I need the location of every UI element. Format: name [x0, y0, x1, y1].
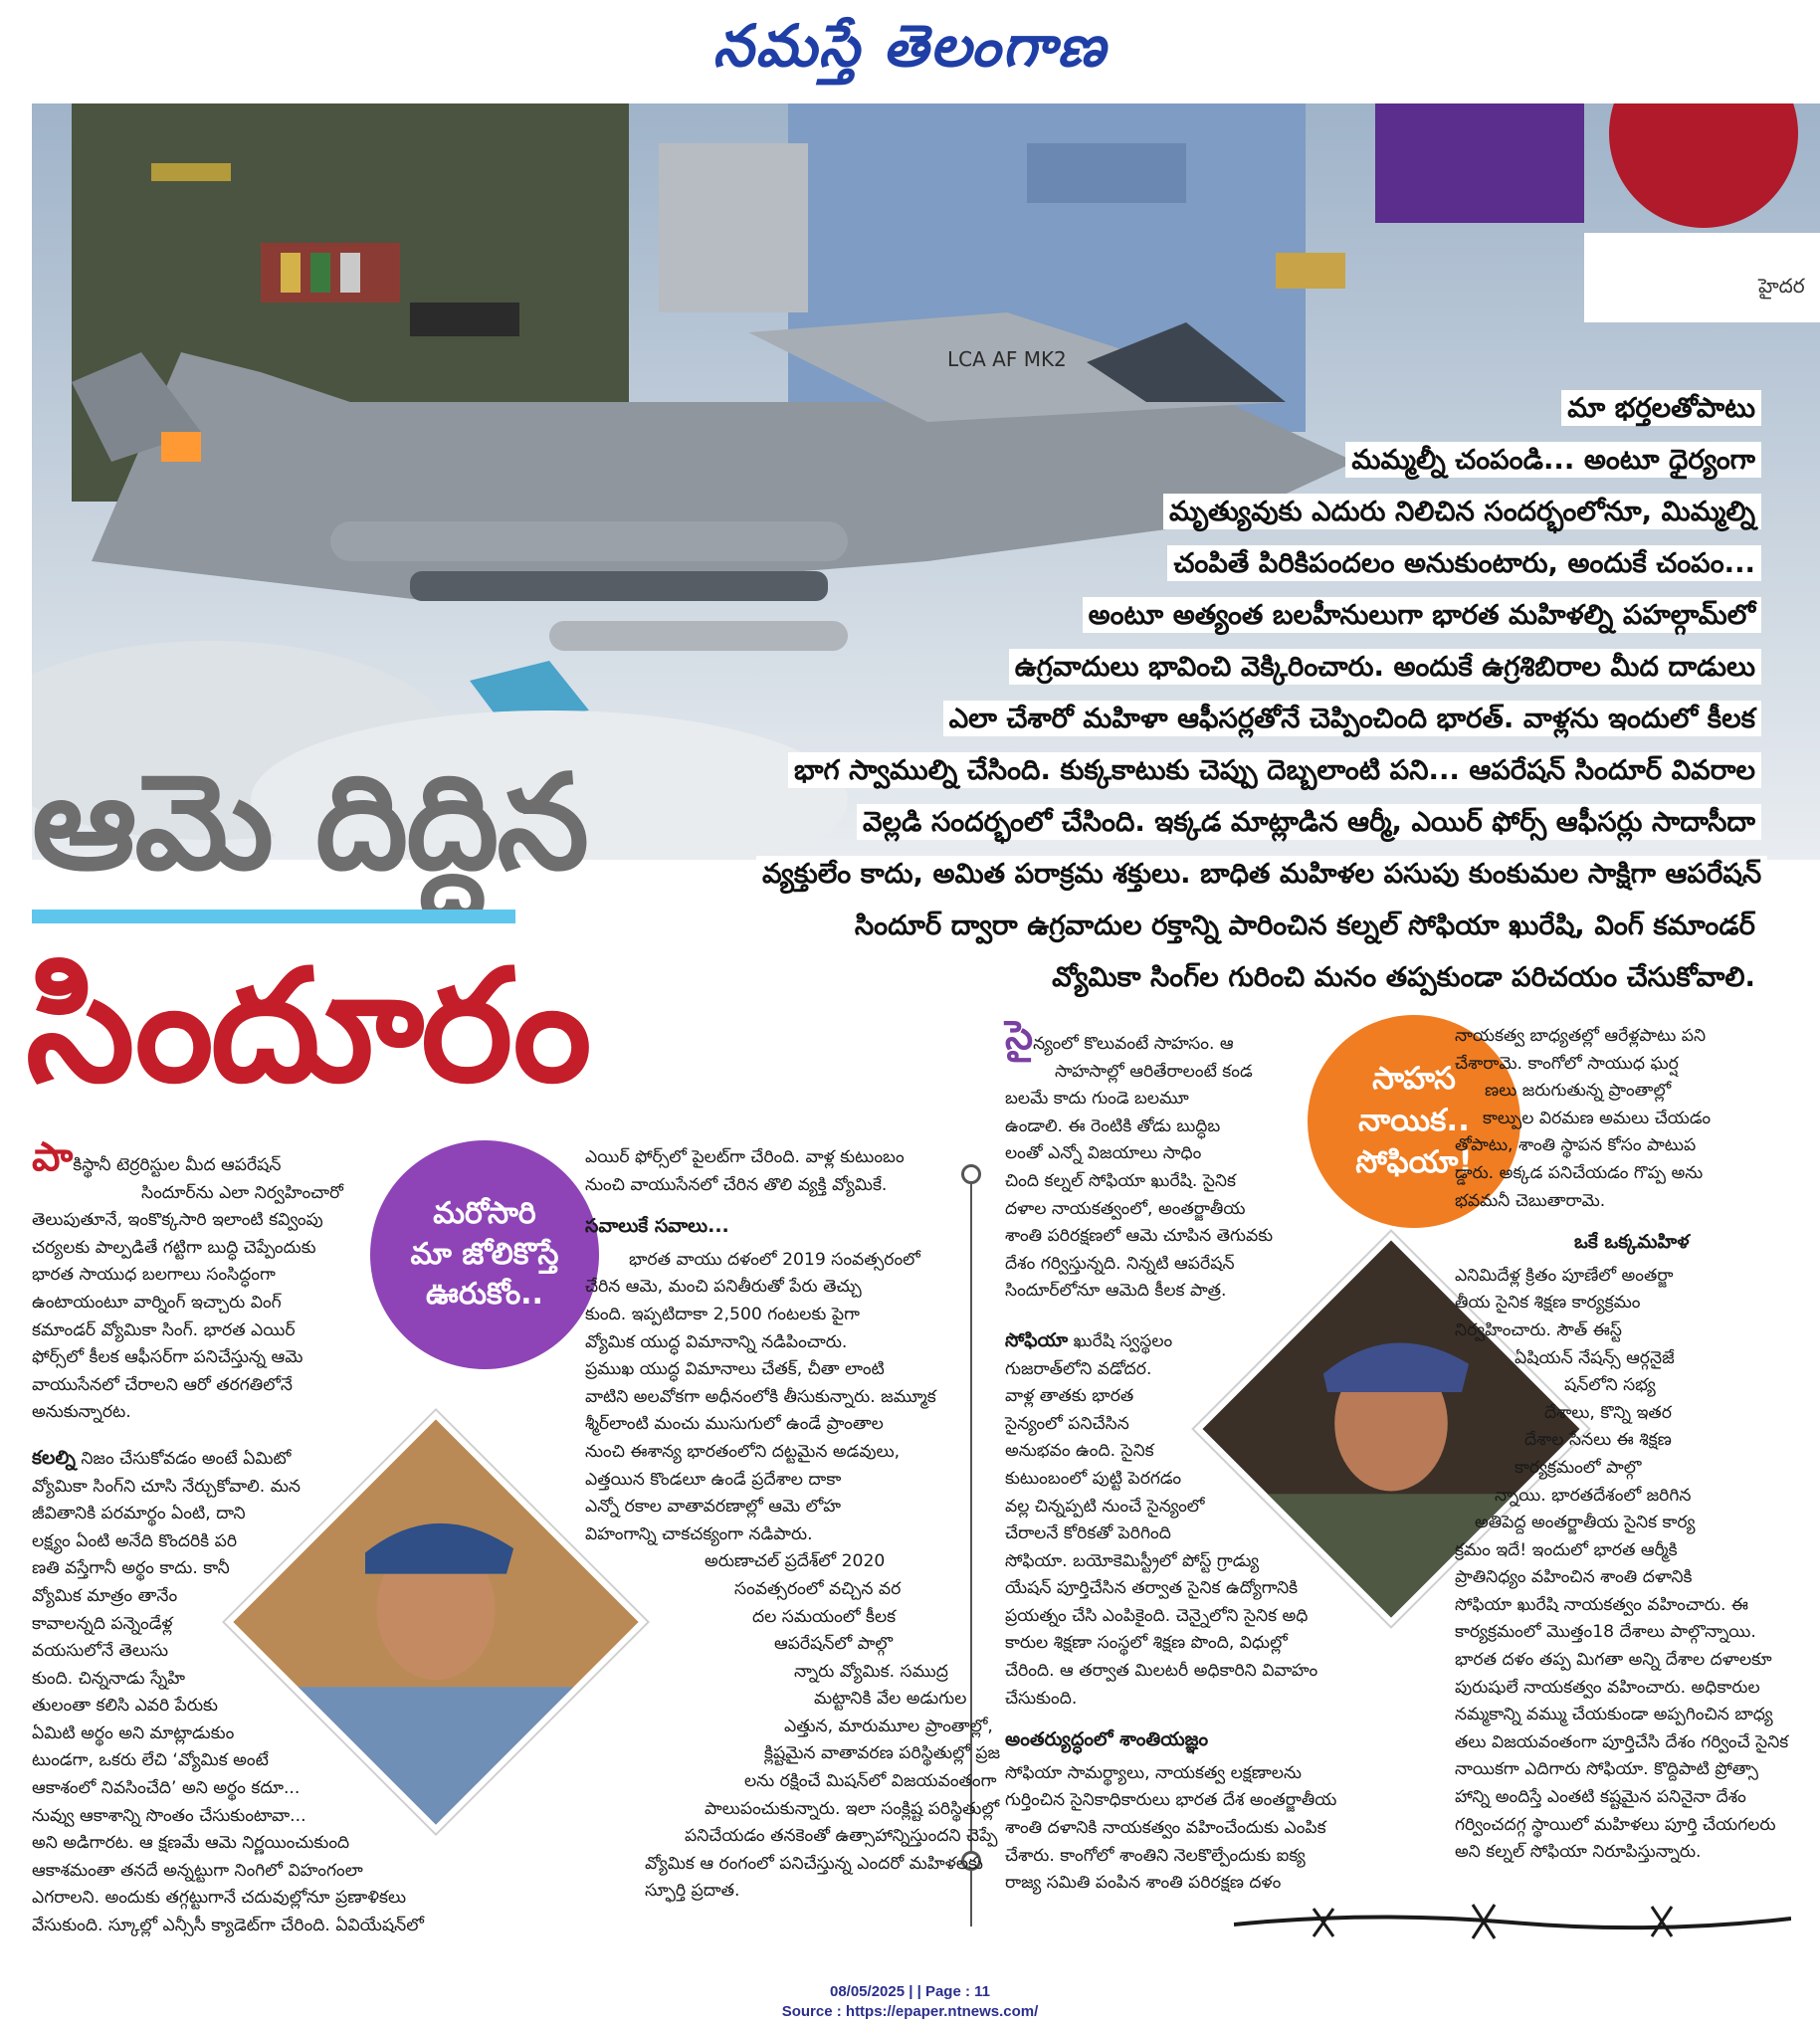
text-line: భవమనీ చెబుతారామె. — [1455, 1190, 1606, 1211]
text-line: భారత వాయు దళంలో 2019 సంవత్సరంలో — [629, 1249, 920, 1270]
text-line: ఆపరేషన్‌లో పాల్గొ — [774, 1634, 894, 1655]
text-line: విహంగాన్ని చాకచక్యంగా నడిపారు. — [585, 1523, 813, 1544]
intro-line: ఉగ్రవాదులు భావించి వెక్కిరించారు. అందుకే ఉగ్రశిబిరాల మీద దాడులు — [1009, 649, 1761, 685]
text-line: కుంది. ఇప్పటిదాకా 2,500 గంటలకు పైగా — [585, 1304, 860, 1324]
text-line: చేరిన ఆమె, మంచి పనితీరుతో పేరు తెచ్చు — [585, 1277, 862, 1298]
text-line: వ్యోమిక యుద్ధ విమానాన్ని నడిపించారు. — [585, 1331, 848, 1352]
text-line: సంవత్సరంలో వచ్చిన వర — [734, 1578, 902, 1599]
text-line: కుటుంబంలో పుట్టి పెరగడం — [1005, 1468, 1182, 1489]
intro-line: మృత్యువుకు ఎదురు నిలిచిన సందర్భంలోనూ, మిమ్మల్ని — [1163, 494, 1761, 529]
bubble-line: మా జోలికొస్తే — [410, 1236, 559, 1272]
subhead: సవాలుకే సవాలు... — [585, 1215, 729, 1238]
text-line: కిస్థానీ టెర్రరిస్టుల మీద ఆపరేషన్ — [73, 1155, 282, 1175]
text-line: ణతి వస్తేగానీ అర్థం కాదు. కానీ — [32, 1558, 230, 1579]
barbed-wire-decoration — [1234, 1891, 1791, 1950]
text-line: తలు విజయవంతంగా పూర్తిచేసి దేశం గర్వించే సైనిక — [1455, 1731, 1789, 1752]
dropcap: సై — [1005, 1013, 1034, 1059]
text-line: క్లిష్టమైన వాతావరణ పరిస్థితుల్లో ప్రజ — [764, 1743, 1001, 1764]
text-line: చేసుకుంది. — [1005, 1688, 1078, 1709]
text-line: భారత సాయుధ బలగాలు సంసిద్ధంగా — [32, 1265, 276, 1286]
text-line: క్రమం ఇదే! ఇందులో భారత ఆర్మీకి — [1455, 1539, 1678, 1560]
quote-bubble-purple — [370, 1140, 599, 1369]
divider-dot — [961, 1164, 981, 1184]
text-line: దేశం గర్విస్తున్నది. నిన్నటి ఆపరేషన్ — [1005, 1253, 1235, 1274]
text-line: అతిపెద్ద అంతర్జాతీయ సైనిక కార్య — [1475, 1513, 1696, 1533]
text-line: కారుల శిక్షణా సంస్థలో శిక్షణ పొంది, విధుల్లో — [1005, 1633, 1288, 1654]
text-line: శ్మీర్‌లాంటి మంచు ముసుగులో ఉండే ప్రాంతాల — [585, 1414, 884, 1435]
subhead: అంతర్యుద్ధంలో శాంతియజ్ఞం — [1005, 1728, 1209, 1751]
text-line: కాల్పుల విరమణ అమలు చేయడం — [1483, 1108, 1712, 1128]
text-line: తెలుపుతూనే, ఇంకొక్కసారి ఇలాంటి కవ్వింపు — [32, 1210, 323, 1231]
hero-corner-text: హైదర — [1758, 274, 1805, 298]
text-line: లను రక్షించే మిషన్‌లో విజయవంతంగా — [744, 1771, 997, 1792]
bubble-line: ఊరుకోం.. — [426, 1277, 543, 1313]
text-line: ఎన్నో రకాల వాతావరణాల్లో ఆమె లోహ — [585, 1497, 842, 1518]
subhead: ఒకే ఒక్కమహిళ — [1574, 1231, 1690, 1254]
headline-rule — [32, 910, 515, 923]
text-line: సాహసాల్లో ఆరితేరాలంటే కండ — [1055, 1061, 1253, 1082]
text-line: ఎనిమిదేళ్ల క్రితం పూణేలో అంతర్జా — [1455, 1265, 1674, 1286]
masthead-title: నమస్తే తెలంగాణ — [712, 12, 1108, 80]
text-line: ఉండాలి. ఈ రెంటికి తోడు బుద్ధిబ — [1005, 1115, 1221, 1136]
text-line: న్నాయి. భారతదేశంలో జరిగిన — [1495, 1485, 1692, 1506]
text-line: ఖురేషి స్వస్థలం — [1068, 1330, 1173, 1351]
text-line: భారత దళం తప్ప మిగతా అన్ని దేశాల దళాలకూ — [1455, 1650, 1772, 1671]
text-line: గర్వించదగ్గ స్థాయిలో మహిళలు పూర్తి చేయగలరు — [1455, 1814, 1776, 1835]
intro-line: మా భర్తలతోపాటు — [1561, 390, 1761, 426]
jet-label: LCA AF MK2 — [947, 347, 1067, 371]
text-line: వ్యోమిక మాత్రం తానేం — [32, 1585, 178, 1606]
text-line: ప్రయత్నం చేసి ఎంపికైంది. చెన్నైలోని సైనిక అధి — [1005, 1605, 1309, 1626]
bubble-line: మరోసారి — [433, 1196, 536, 1232]
intro-line: వ్యక్తులేం కాదు, అమిత పరాక్రమ శక్తులు. బాధిత మహిళల పసుపు కుంకుమల సాక్షిగా ఆపరేషన్ — [756, 856, 1767, 892]
text-line: సోఫియా ఖురేషి నాయకత్వం వహించారు. ఈ — [1455, 1594, 1748, 1615]
text-line: ఫోర్స్‌లో కీలక ఆఫీసర్‌గా పనిచేస్తున్న ఆమె — [32, 1347, 303, 1368]
bubble-line: సోఫియా! — [1355, 1143, 1473, 1180]
text-line: చేరింది. ఆ తర్వాత మిలటరీ అధికారిని వివాహం — [1005, 1661, 1318, 1682]
text-line: ఎత్తున, మారుమూల ప్రాంతాల్లో, — [784, 1716, 993, 1736]
article-column-4 — [1455, 1023, 1789, 1867]
text-line: జీవితానికి పరమార్థం ఏంటి, దాని — [32, 1504, 246, 1524]
text-line: ప్రముఖ యుద్ధ విమానాలు చేతక్, చీతా లాంటి — [585, 1359, 885, 1380]
text-line: సిందూర్‌లోనూ ఆమెది కీలక పాత్ర. — [1005, 1281, 1227, 1302]
text-line: వల్ల చిన్నప్పటి నుంచే సైన్యంలో — [1005, 1496, 1205, 1517]
intro-line: వ్యోమికా సింగ్‌ల గురించి మనం తప్పకుండా పరిచయం చేసుకోవాలి. — [1046, 959, 1761, 995]
text-line: తీయ సైనిక శిక్షణ కార్యక్రమం — [1455, 1293, 1641, 1314]
page-footer — [0, 1982, 1820, 2022]
text-line: అనుభవం ఉంది. సైనిక — [1005, 1441, 1154, 1462]
lead-word: కలల్ని — [32, 1446, 76, 1469]
text-line: షన్‌లోని సభ్య — [1564, 1375, 1656, 1396]
text-line: సోఫియా సామర్థ్యాలు, నాయకత్వ లక్షణాలను — [1005, 1762, 1302, 1783]
text-line: బలమే కాదు గుండె బలమూ — [1005, 1089, 1189, 1110]
text-line: ఆకాశంలో నివసించేది’ అని అర్థం కదూ... — [32, 1778, 301, 1799]
text-line: దేశాలు, కొన్ని ఇతర — [1544, 1402, 1672, 1423]
text-line: కావాలన్నది పన్నెండేళ్ల — [32, 1613, 173, 1634]
footer-date-page: 08/05/2025 | | Page : 11 — [829, 1983, 990, 2000]
text-line: అరుణాచల్ ప్రదేశ్‌లో 2020 — [705, 1551, 886, 1572]
text-line: ఆకాశమంతా తనదే అన్నట్టుగా నింగిలో విహంగంలా — [32, 1860, 363, 1881]
intro-line: మమ్మల్నీ చంపండి... అంటూ ధైర్యంగా — [1345, 442, 1761, 478]
text-line: మట్టానికి వేల అడుగుల — [814, 1689, 967, 1710]
bubble-line: నాయిక.. — [1358, 1103, 1470, 1139]
text-line: నాయికగా ఎదిగారు సోఫియా. కొద్దిపాటి ప్రోత్సా — [1455, 1759, 1758, 1780]
text-line: దల సమయంలో కీలక — [752, 1606, 897, 1627]
text-line: లంతో ఎన్నో విజయాలు సాధిం — [1005, 1143, 1202, 1164]
text-line: స్ఫూర్తి ప్రదాత. — [645, 1881, 740, 1902]
text-line: దళాల నాయకత్వంలో, అంతర్జాతీయ — [1005, 1198, 1246, 1219]
text-line: ఉంటాయంటూ వార్నింగ్ ఇచ్చారు వింగ్ — [32, 1292, 282, 1313]
text-line: ప్రాతినిధ్యం వహించిన శాంతి దళానికి — [1455, 1567, 1693, 1588]
intro-line: ఎలా చేశారో మహిళా ఆఫీసర్లతోనే చెప్పించింది భారత్. వాళ్లను ఇందులో కీలక — [943, 701, 1761, 736]
text-line: చేశారు. కాంగోలో శాంతిని నెలకొల్పేందుకు ఐక్య — [1005, 1845, 1306, 1866]
text-line: కార్యక్రమంలో పాల్గొ — [1515, 1457, 1642, 1478]
intro-line: వెల్లడి సందర్భంలో చేసింది. ఇక్కడ మాట్లాడిన ఆర్మీ, ఎయిర్ ఫోర్స్ ఆఫీసర్లు సాదాసీదా — [857, 804, 1761, 840]
text-line: శాంతి దళానికి నాయకత్వం వహించేందుకు ఎంపిక — [1005, 1818, 1326, 1839]
text-line: చేశారామె. కాంగోలో సాయుధ ఘర్ష — [1455, 1053, 1679, 1074]
text-line: ఏమిటి అర్థం అని మాట్లాడుకుం — [32, 1723, 235, 1743]
intro-line: భాగ స్వాముల్ని చేసింది. కుక్కకాటుకు చెప్పు దెబ్బలాంటి పని... ఆపరేషన్ సిందూర్ వివరాల — [788, 752, 1761, 788]
headline-line-1: ఆమె దిద్దిన — [32, 746, 587, 900]
lead-word: సోఫియా — [1005, 1328, 1069, 1351]
text-line: అనుకున్నారట. — [32, 1402, 131, 1423]
text-line: చేరాలనే కోరికతో పెరిగింది — [1005, 1523, 1171, 1544]
text-line: నిజం చేసుకోవడం అంటే ఏమిటో — [75, 1448, 292, 1469]
text-line: యేషన్ పూర్తిచేసిన తర్వాత సైనిక ఉద్యోగానికి — [1005, 1578, 1299, 1599]
dropcap: పా — [32, 1134, 74, 1180]
masthead — [0, 0, 1820, 96]
intro-line: సిందూర్ ద్వారా ఉగ్రవాదుల రక్తాన్ని పారించిన కల్నల్ సోఫియా ఖురేషి, వింగ్ కమాండర్ — [849, 908, 1761, 943]
text-line: ఎత్తయిన కొండలూ ఉండే ప్రదేశాల దాకా — [585, 1469, 842, 1490]
text-line: పురుషులే నాయకత్వం వహించారు. అధికారుల — [1455, 1677, 1760, 1698]
text-line: నుంచి వాయుసేనలో చేరిన తొలి వ్యక్తి వ్యోమికే. — [585, 1174, 888, 1195]
text-line: పనిచేయడం తనకెంతో ఉత్సాహాన్నిస్తుందని చెప్పే — [685, 1826, 998, 1847]
text-line: గుర్తించిన సైనికాధికారులు భారత దేశ అంతర్జాతీయ — [1005, 1790, 1337, 1811]
text-line: హాన్ని అందిస్తే ఎంతటి కష్టమైన పనినైనా దేశం — [1455, 1787, 1746, 1808]
text-line: చర్యలకు పాల్పడితే గట్టిగా బుద్ధి చెప్పేందుకు — [32, 1237, 316, 1258]
article-column-2 — [585, 1144, 1001, 1906]
text-line: కార్యక్రమంలో మొత్తం18 దేశాలు పాల్గొన్నాయి. — [1455, 1622, 1756, 1643]
text-line: చింది కల్నల్ సోఫియా ఖురేషి. సైనిక — [1005, 1170, 1236, 1191]
text-line: వాటిని అలవోకగా అధీనంలోకి తీసుకున్నారు. జమ్మూక — [585, 1386, 936, 1407]
text-line: అని కల్నల్ సోఫియా నిరూపిస్తున్నారు. — [1455, 1842, 1702, 1863]
text-line: ఎయిర్ ఫోర్స్‌లో పైలట్‌గా చేరింది. వాళ్ల కుటుంబం — [585, 1147, 905, 1167]
footer-source: Source : https://epaper.ntnews.com/ — [781, 2003, 1039, 2020]
text-line: సోఫియా. బయోకెమిస్ట్రీలో పోస్ట్ గ్రాడ్యు — [1005, 1550, 1260, 1571]
text-line: లక్ష్యం ఏంటి అనేది కొందరికి పరి — [32, 1530, 238, 1551]
text-line: సైన్యంలో పనిచేసిన — [1005, 1413, 1129, 1434]
text-line: నాయకత్వ బాధ్యతల్లో ఆరేళ్లపాటు పని — [1455, 1026, 1707, 1046]
text-line: తులంతా కలిసి ఎవరి పేరుకు — [32, 1696, 218, 1717]
text-line: శాంతి పరిరక్షణలో ఆమె చూపిన తెగువకు — [1005, 1226, 1274, 1247]
text-line: న్యంలో కొలువంటే సాహసం. ఆ — [1033, 1034, 1234, 1054]
text-line: సిందూర్‌ను ఎలా నిర్వహించారో — [141, 1182, 343, 1203]
text-line: వయసులోనే తెలుసు — [32, 1641, 169, 1662]
text-line: నువ్వు ఆకాశాన్ని సొంతం చేసుకుంటావా... — [32, 1805, 306, 1826]
text-line: రాజ్య సమితి పంపిన శాంతి పరిరక్షణ దళం — [1005, 1873, 1282, 1894]
text-line: కుంది. చిన్ననాడు స్నేహి — [32, 1668, 186, 1689]
text-line: గుజరాత్‌లోని వడోదర. — [1005, 1358, 1152, 1379]
intro-text — [756, 382, 1761, 1003]
text-line: దేశాల సేనలు ఈ శిక్షణ — [1524, 1430, 1672, 1451]
text-line: వ్యోమిక ఆ రంగంలో పనిచేస్తున్న ఎందరో మహిళలకు — [645, 1853, 983, 1874]
text-line: వేసుకుంది. స్కూల్లో ఎన్సీసీ క్యాడెట్‌గా చేరింది. ఏవియేషన్‌లో — [32, 1916, 424, 1936]
text-line: ఏషియన్ నేషన్స్ ఆర్గనైజే — [1515, 1347, 1675, 1368]
text-line: ణలు జరుగుతున్న ప్రాంతాల్లో — [1485, 1081, 1672, 1102]
text-line: అని అడిగారట. ఆ క్షణమే ఆమె నిర్ణయించుకుంది — [32, 1833, 350, 1854]
text-line: కమాండర్ వ్యోమికా సింగ్. భారత ఎయిర్ — [32, 1319, 296, 1340]
text-line: డ్డారు. అక్కడ పనిచేయడం గొప్ప అను — [1455, 1162, 1704, 1183]
intro-line: అంటూ అత్యంత బలహీనులుగా భారత మహిళల్ని పహల్గామ్‌లో — [1083, 597, 1761, 633]
text-line: ఎగరాలని. అందుకు తగ్గట్టుగానే చదువుల్లోనూ ప్రణాళికలు — [32, 1888, 407, 1909]
text-line: వాయుసేనలో చేరాలని ఆరో తరగతిలోనే — [32, 1374, 293, 1395]
text-line: నిర్వహించారు. సౌత్ ఈస్ట్ — [1455, 1319, 1622, 1340]
text-line: వాళ్ల తాతకు భారత — [1005, 1386, 1134, 1407]
headline-line-2: సిందూరం — [26, 935, 589, 1116]
text-line: నుంచి ఈశాన్య భారతంలోని దట్టమైన అడవులు, — [585, 1441, 901, 1462]
bubble-line: సాహస — [1372, 1061, 1456, 1098]
text-line: టుండగా, ఒకరు లేచి ‘వ్యోమిక అంటే — [32, 1750, 269, 1771]
text-line: వ్యోమికా సింగ్‌ని చూసి నేర్చుకోవాలి. మన — [32, 1476, 301, 1497]
intro-line: చంపితే పిరికిపందలం అనుకుంటారు, అందుకే చంపం... — [1167, 545, 1761, 581]
text-line: నమ్మకాన్ని వమ్ము చేయకుండా అప్పగించిన బాధ్య — [1455, 1705, 1773, 1725]
text-line: న్నారు వ్యోమిక. సముద్ర — [794, 1661, 948, 1682]
text-line: పాలుపంచుకున్నారు. ఇలా సంక్లిష్ట పరిస్థితుల్లో — [705, 1798, 1000, 1819]
text-line: తోపాటు, శాంతి స్థాపన కోసం పాటుప — [1455, 1135, 1697, 1156]
